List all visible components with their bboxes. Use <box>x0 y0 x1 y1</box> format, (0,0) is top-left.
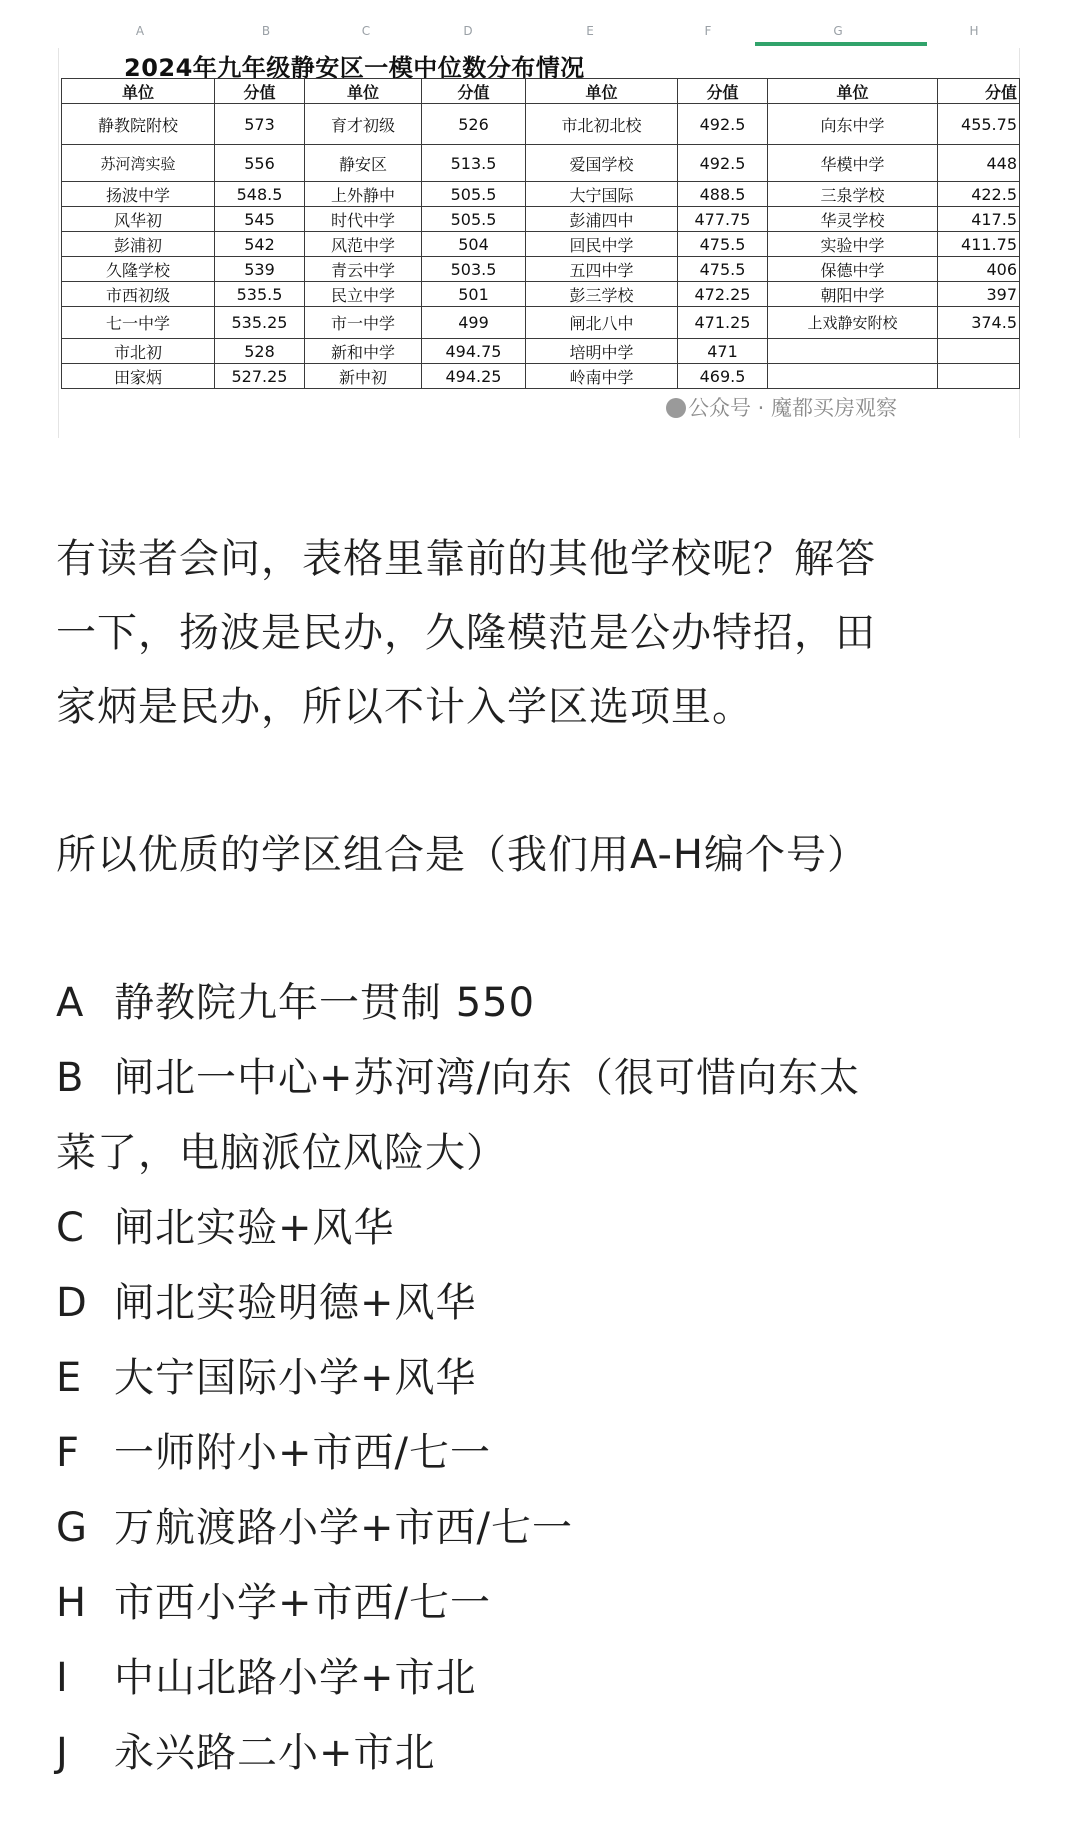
school-name-cell: 岭南中学 <box>526 364 678 389</box>
score-cell: 539 <box>215 257 305 282</box>
school-name-cell: 新中初 <box>305 364 422 389</box>
school-name-cell: 闸北八中 <box>526 307 678 339</box>
option-text: 中山北路小学+市北 <box>114 1655 477 1701</box>
school-name-cell: 新和中学 <box>305 339 422 364</box>
option-text: 一师附小+市西/七一 <box>114 1430 491 1476</box>
score-cell: 499 <box>422 307 526 339</box>
score-cell: 406 <box>938 257 1020 282</box>
paragraph-intro: 所以优质的学区组合是（我们用A-H编个号） <box>56 832 868 878</box>
header-cell: 单位 <box>305 79 422 104</box>
score-cell <box>938 364 1020 389</box>
table-row <box>62 104 1020 145</box>
school-name-cell: 七一中学 <box>62 307 215 339</box>
score-cell: 505.5 <box>422 182 526 207</box>
option-list <box>56 966 1026 1791</box>
school-name-cell: 实验中学 <box>768 232 938 257</box>
score-cell: 573 <box>215 104 305 145</box>
score-cell: 374.5 <box>938 307 1020 339</box>
option-letter: F <box>56 1430 81 1476</box>
table-row <box>62 145 1020 182</box>
column-letter: B <box>261 24 271 38</box>
score-cell: 422.5 <box>938 182 1020 207</box>
score-cell: 548.5 <box>215 182 305 207</box>
school-name-cell: 五四中学 <box>526 257 678 282</box>
option-item <box>56 966 1026 1041</box>
score-cell: 504 <box>422 232 526 257</box>
header-cell: 单位 <box>62 79 215 104</box>
column-letter: D <box>463 24 473 38</box>
score-cell: 472.25 <box>678 282 768 307</box>
school-name-cell: 青云中学 <box>305 257 422 282</box>
score-cell: 397 <box>938 282 1020 307</box>
watermark-text: 公众号 · 魔都买房观察 <box>688 396 898 420</box>
table-row <box>62 232 1020 257</box>
school-name-cell: 爱国学校 <box>526 145 678 182</box>
score-cell: 556 <box>215 145 305 182</box>
school-name-cell: 田家炳 <box>62 364 215 389</box>
score-cell: 494.75 <box>422 339 526 364</box>
school-name-cell: 静安区 <box>305 145 422 182</box>
option-letter: J <box>56 1730 69 1776</box>
option-letter: H <box>56 1580 88 1626</box>
school-name-cell: 保德中学 <box>768 257 938 282</box>
school-name-cell: 市北初北校 <box>526 104 678 145</box>
option-continuation: 菜了，电脑派位风险大） <box>56 1130 507 1176</box>
school-name-cell: 市北初 <box>62 339 215 364</box>
option-letter: C <box>56 1205 85 1251</box>
score-cell: 471.25 <box>678 307 768 339</box>
option-item <box>56 1716 1026 1791</box>
column-letter: A <box>135 24 145 38</box>
option-item <box>56 1266 1026 1341</box>
column-letter: C <box>361 24 371 38</box>
option-item <box>56 1491 1026 1566</box>
school-name-cell: 扬波中学 <box>62 182 215 207</box>
article-body <box>56 522 1026 1791</box>
score-cell: 469.5 <box>678 364 768 389</box>
school-name-cell: 三泉学校 <box>768 182 938 207</box>
table-row <box>62 207 1020 232</box>
option-letter: A <box>56 980 85 1026</box>
option-text: 静教院九年一贯制 550 <box>114 980 536 1026</box>
score-cell: 527.25 <box>215 364 305 389</box>
option-item <box>56 1041 1026 1116</box>
school-name-cell: 华灵学校 <box>768 207 938 232</box>
option-text: 市西小学+市西/七一 <box>114 1580 491 1626</box>
header-cell: 分值 <box>678 79 768 104</box>
option-text: 大宁国际小学+风华 <box>114 1355 477 1401</box>
option-letter: E <box>56 1355 83 1401</box>
school-name-cell: 风华初 <box>62 207 215 232</box>
school-name-cell: 回民中学 <box>526 232 678 257</box>
score-cell: 411.75 <box>938 232 1020 257</box>
school-name-cell: 风范中学 <box>305 232 422 257</box>
table-row <box>62 364 1020 389</box>
school-name-cell: 市一中学 <box>305 307 422 339</box>
column-letter-bar <box>58 22 1020 44</box>
score-cell: 477.75 <box>678 207 768 232</box>
header-cell: 分值 <box>938 79 1020 104</box>
school-name-cell: 上戏静安附校 <box>768 307 938 339</box>
column-letter: H <box>969 24 979 38</box>
score-cell: 528 <box>215 339 305 364</box>
option-text: 闸北实验明德+风华 <box>114 1280 477 1326</box>
school-name-cell: 上外静中 <box>305 182 422 207</box>
table-row <box>62 282 1020 307</box>
school-name-cell: 大宁国际 <box>526 182 678 207</box>
score-cell: 503.5 <box>422 257 526 282</box>
header-cell: 分值 <box>215 79 305 104</box>
score-cell: 535.5 <box>215 282 305 307</box>
option-item <box>56 1191 1026 1266</box>
score-cell: 535.25 <box>215 307 305 339</box>
text-line: 一下，扬波是民办，久隆模范是公办特招，田 <box>56 610 876 656</box>
option-text: 永兴路二小+市北 <box>114 1730 436 1776</box>
score-cell: 475.5 <box>678 232 768 257</box>
spreadsheet-screenshot <box>58 22 1020 442</box>
school-name-cell: 久隆学校 <box>62 257 215 282</box>
school-name-cell <box>768 364 938 389</box>
column-letter: E <box>586 24 594 38</box>
selected-column-indicator <box>755 42 927 46</box>
option-letter: I <box>56 1655 69 1701</box>
table-row <box>62 339 1020 364</box>
header-cell: 分值 <box>422 79 526 104</box>
header-cell: 单位 <box>768 79 938 104</box>
text-line: 有读者会问，表格里靠前的其他学校呢？解答 <box>56 536 876 582</box>
table-header-row <box>62 79 1020 104</box>
gridline <box>58 48 59 438</box>
school-name-cell: 育才初级 <box>305 104 422 145</box>
score-cell: 526 <box>422 104 526 145</box>
score-cell: 417.5 <box>938 207 1020 232</box>
score-cell: 505.5 <box>422 207 526 232</box>
option-letter: D <box>56 1280 88 1326</box>
score-cell: 471 <box>678 339 768 364</box>
option-item <box>56 1566 1026 1641</box>
option-item <box>56 1341 1026 1416</box>
score-cell: 492.5 <box>678 104 768 145</box>
option-text: 闸北一中心+苏河湾/向东（很可惜向东太 <box>114 1055 860 1101</box>
option-text: 万航渡路小学+市西/七一 <box>114 1505 573 1551</box>
wechat-icon <box>666 398 686 418</box>
watermark <box>666 392 897 422</box>
score-cell: 448 <box>938 145 1020 182</box>
column-letter: F <box>704 24 712 38</box>
score-cell: 494.25 <box>422 364 526 389</box>
sheet-title: 2024年九年级静安区一模中位数分布情况 <box>124 54 585 82</box>
option-text: 闸北实验+风华 <box>114 1205 395 1251</box>
score-cell: 542 <box>215 232 305 257</box>
school-name-cell: 华模中学 <box>768 145 938 182</box>
table-row <box>62 182 1020 207</box>
table-row <box>62 257 1020 282</box>
school-name-cell: 向东中学 <box>768 104 938 145</box>
school-name-cell: 时代中学 <box>305 207 422 232</box>
school-name-cell: 苏河湾实验 <box>62 145 215 182</box>
score-cell: 475.5 <box>678 257 768 282</box>
score-cell: 545 <box>215 207 305 232</box>
school-name-cell <box>768 339 938 364</box>
score-cell: 492.5 <box>678 145 768 182</box>
school-name-cell: 民立中学 <box>305 282 422 307</box>
option-item <box>56 1641 1026 1716</box>
score-cell: 488.5 <box>678 182 768 207</box>
text-line: 家炳是民办，所以不计入学区选项里。 <box>56 684 753 730</box>
score-table <box>61 78 1020 389</box>
option-item <box>56 1416 1026 1491</box>
score-cell <box>938 339 1020 364</box>
school-name-cell: 市西初级 <box>62 282 215 307</box>
school-name-cell: 朝阳中学 <box>768 282 938 307</box>
table-row <box>62 307 1020 339</box>
paragraph-explanation <box>56 522 1026 744</box>
score-cell: 513.5 <box>422 145 526 182</box>
option-letter: G <box>56 1505 88 1551</box>
column-letter: G <box>833 24 843 38</box>
school-name-cell: 彭三学校 <box>526 282 678 307</box>
school-name-cell: 彭浦四中 <box>526 207 678 232</box>
score-cell: 501 <box>422 282 526 307</box>
option-letter: B <box>56 1055 85 1101</box>
score-cell: 455.75 <box>938 104 1020 145</box>
header-cell: 单位 <box>526 79 678 104</box>
school-name-cell: 培明中学 <box>526 339 678 364</box>
school-name-cell: 静教院附校 <box>62 104 215 145</box>
school-name-cell: 彭浦初 <box>62 232 215 257</box>
